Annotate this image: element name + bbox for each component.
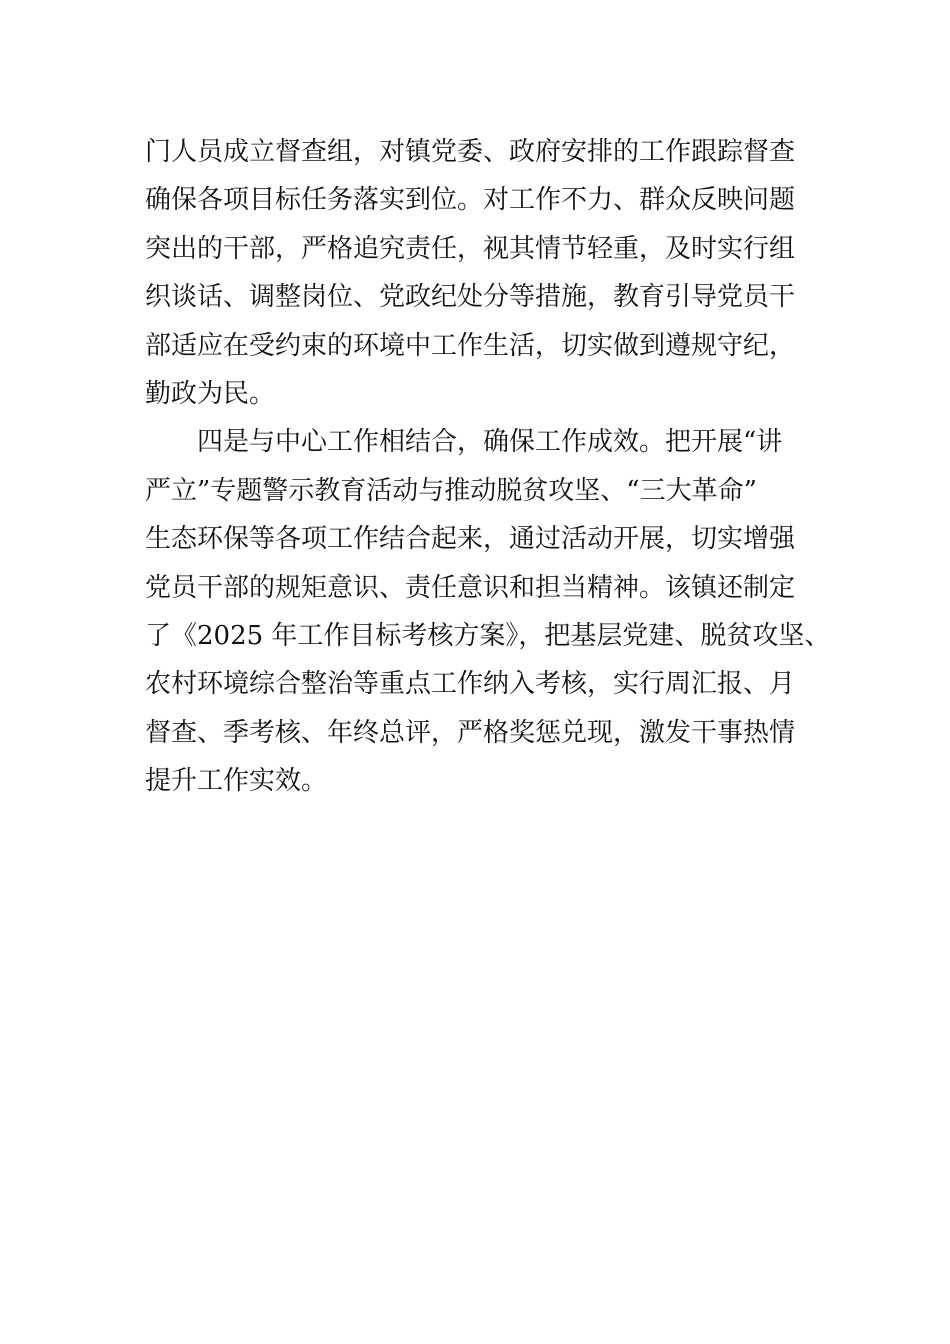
text-line: 严立”专题警示教育活动与推动脱贫攻坚、“三大革命”: [145, 475, 757, 506]
text-line: 农村环境综合整治等重点工作纳入考核，实行周汇报、月: [145, 669, 796, 700]
document-body: [145, 128, 845, 805]
paragraph: [145, 418, 845, 805]
text-line: 部适应在受约束的环境中工作生活，切实做到遵规守纪，: [145, 330, 796, 361]
text-line: 提升工作实效。: [145, 766, 328, 797]
text-line: 生态环保等各项工作结合起来，通过活动开展，切实增强: [145, 524, 796, 555]
text-line: 勤政为民。: [145, 378, 276, 409]
text-line: 确保各项目标任务落实到位。对工作不力、群众反映问题: [145, 185, 796, 216]
text-line: 织谈话、调整岗位、党政纪处分等措施，教育引导党员干: [145, 282, 796, 313]
text-line: 党员干部的规矩意识、责任意识和担当精神。该镇还制定: [145, 572, 796, 603]
text-line: 了《2025 年工作目标考核方案》，把基层党建、脱贫攻坚、: [145, 620, 831, 651]
text-line: 四是与中心工作相结合，确保工作成效。把开展“讲: [197, 427, 783, 458]
text-line: 门人员成立督查组，对镇党委、政府安排的工作跟踪督查: [145, 137, 796, 167]
text-line: 督查、季考核、年终总评，严格奖惩兑现，激发干事热情: [145, 717, 796, 748]
text-line: 突出的干部，严格追究责任，视其情节轻重，及时实行组: [145, 233, 796, 264]
paragraph: [145, 128, 845, 418]
